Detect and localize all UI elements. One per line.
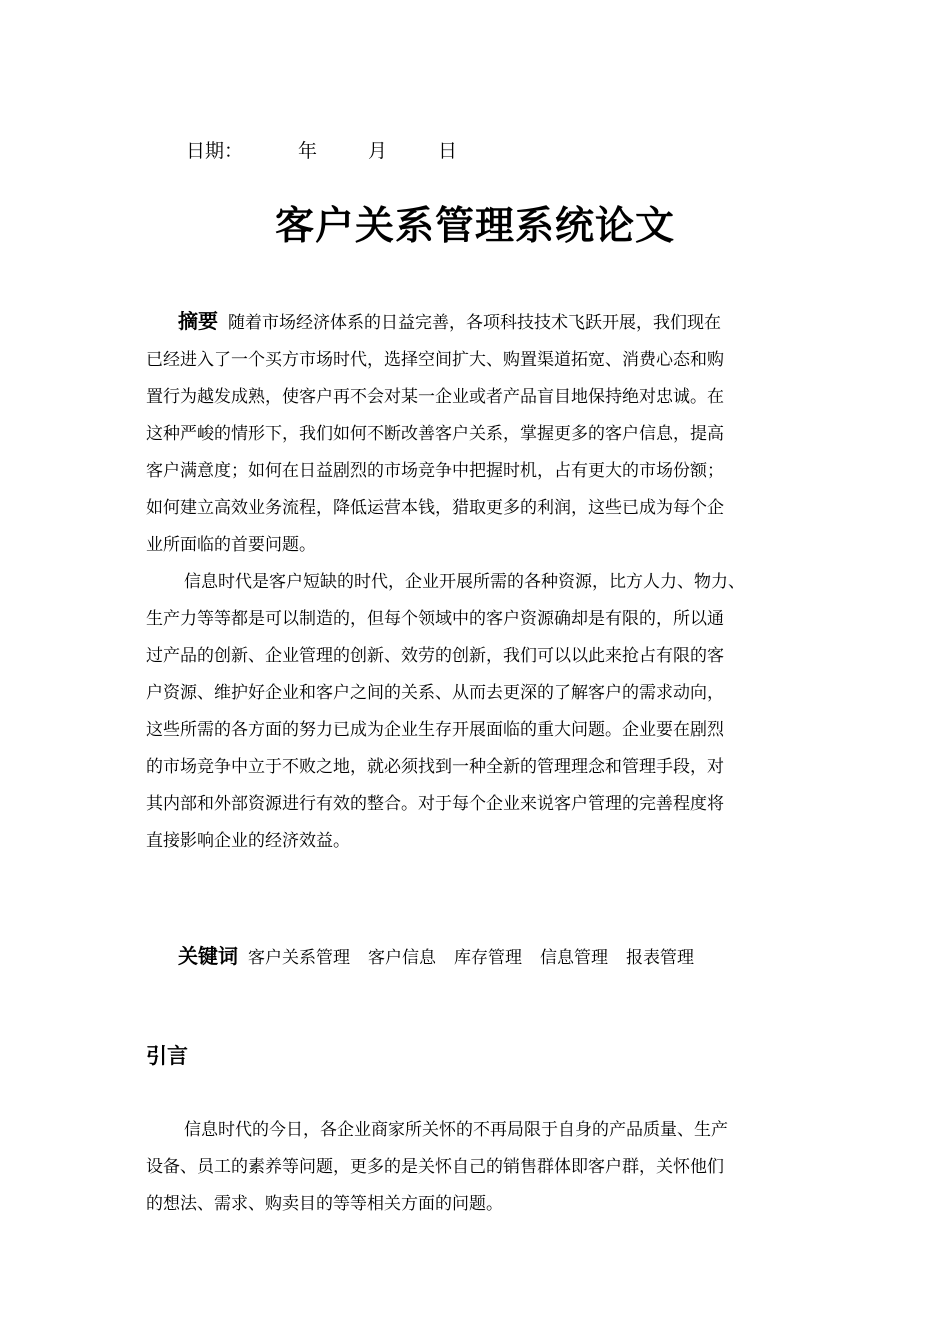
date-day: 日 <box>438 140 458 162</box>
abstract-line: 直接影响企业的经济效益。 <box>146 831 350 851</box>
keywords-line <box>178 938 712 976</box>
intro-line: 设备、员工的素养等问题，更多的是关怀自己的销售群体即客户群，关怀他们 <box>146 1157 724 1177</box>
keyword: 报表管理 <box>626 948 694 968</box>
abstract-line: 业所面临的首要问题。 <box>146 535 316 555</box>
intro-section <box>146 1112 821 1223</box>
abstract-line: 的市场竞争中立于不败之地，就必须找到一种全新的管理理念和管理手段，对 <box>146 757 724 777</box>
abstract-line: 随着市场经济体系的日益完善，各项科技技术飞跃开展，我们现在 <box>228 313 721 333</box>
date-line <box>186 138 457 164</box>
keywords-label: 关键词 <box>178 944 238 968</box>
abstract-first-line <box>146 300 821 342</box>
abstract-line: 过产品的创新、企业管理的创新、效劳的创新，我们可以以此来抢占有限的客 <box>146 646 724 666</box>
abstract-line: 置行为越发成熟，使客户再不会对某一企业或者产品盲目地保持绝对忠诚。在 <box>146 387 724 407</box>
keyword: 库存管理 <box>454 948 522 968</box>
abstract-line: 生产力等等都是可以制造的，但每个领域中的客户资源确却是有限的，所以通 <box>146 609 724 629</box>
intro-heading: 引言 <box>146 1044 188 1068</box>
abstract-line: 这些所需的各方面的努力已成为企业生存开展面临的重大问题。企业要在剧烈 <box>146 720 724 740</box>
abstract-line: 户资源、维护好企业和客户之间的关系、从而去更深的了解客户的需求动向， <box>146 683 724 703</box>
date-month: 月 <box>368 140 388 162</box>
keyword: 信息管理 <box>540 948 608 968</box>
abstract-line: 信息时代是客户短缺的时代，企业开展所需的各种资源，比方人力、物力、 <box>184 572 745 592</box>
abstract-line: 已经进入了一个买方市场时代，选择空间扩大、购置渠道拓宽、消费心态和购 <box>146 350 724 370</box>
keyword: 客户关系管理 <box>248 948 350 968</box>
abstract-line: 客户满意度；如何在日益剧烈的市场竞争中把握时机，占有更大的市场份额； <box>146 461 724 481</box>
date-label: 日期： <box>186 140 244 162</box>
abstract-line: 其内部和外部资源进行有效的整合。对于每个企业来说客户管理的完善程度将 <box>146 794 724 814</box>
intro-line: 信息时代的今日，各企业商家所关怀的不再局限于自身的产品质量、生产 <box>184 1120 728 1140</box>
abstract-line: 这种严峻的情形下，我们如何不断改善客户关系，掌握更多的客户信息，提高 <box>146 424 724 444</box>
abstract-section <box>146 300 821 860</box>
abstract-line: 如何建立高效业务流程，降低运营本钱，猎取更多的利润，这些已成为每个企 <box>146 498 724 518</box>
document-title: 客户关系管理系统论文 <box>274 204 675 249</box>
abstract-label: 摘要 <box>178 309 218 333</box>
date-year: 年 <box>298 140 318 162</box>
keyword: 客户信息 <box>368 948 436 968</box>
intro-line: 的想法、需求、购卖目的等等相关方面的问题。 <box>146 1194 503 1214</box>
